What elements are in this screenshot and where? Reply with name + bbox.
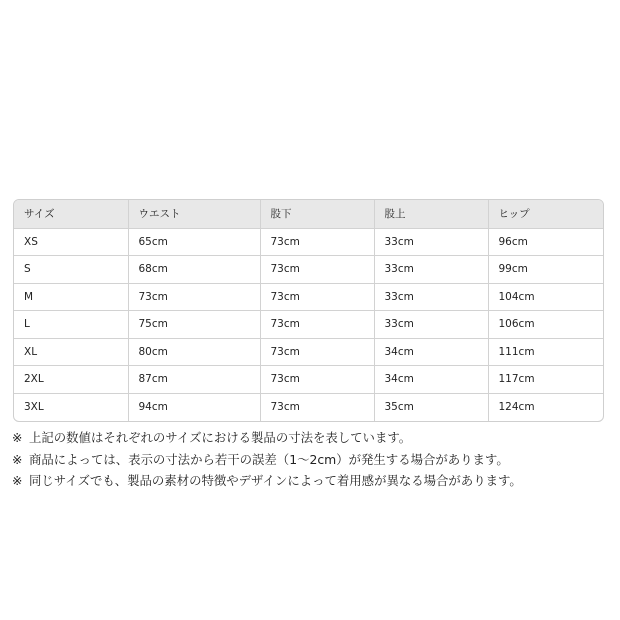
size-notes (12, 427, 612, 492)
table-row (14, 283, 604, 311)
table-row (14, 393, 604, 421)
cell-hip: 96cm (488, 228, 604, 256)
cell-waist: 68cm (128, 256, 260, 284)
table-row (14, 311, 604, 339)
cell-size: S (14, 256, 128, 284)
note-text: 上記の数値はそれぞれのサイズにおける製品の寸法を表しています。 (29, 430, 412, 445)
header-inseam: 股下 (260, 200, 374, 228)
cell-size: XL (14, 338, 128, 366)
note-item (12, 449, 612, 471)
cell-size: L (14, 311, 128, 339)
note-mark: ※ (12, 430, 23, 445)
note-item (12, 427, 612, 449)
cell-rise: 35cm (374, 393, 488, 421)
cell-waist: 65cm (128, 228, 260, 256)
cell-size: M (14, 283, 128, 311)
cell-waist: 87cm (128, 366, 260, 394)
table-row (14, 338, 604, 366)
header-size: サイズ (14, 200, 128, 228)
cell-inseam: 73cm (260, 311, 374, 339)
cell-waist: 80cm (128, 338, 260, 366)
note-item (12, 470, 612, 492)
cell-rise: 34cm (374, 366, 488, 394)
note-mark: ※ (12, 473, 23, 488)
cell-size: XS (14, 228, 128, 256)
cell-hip: 106cm (488, 311, 604, 339)
note-text: 同じサイズでも、製品の素材の特徴やデザインによって着用感が異なる場合があります。 (29, 473, 522, 488)
cell-inseam: 73cm (260, 228, 374, 256)
cell-waist: 73cm (128, 283, 260, 311)
cell-rise: 34cm (374, 338, 488, 366)
cell-inseam: 73cm (260, 338, 374, 366)
table-row (14, 228, 604, 256)
cell-hip: 111cm (488, 338, 604, 366)
cell-waist: 75cm (128, 311, 260, 339)
cell-hip: 117cm (488, 366, 604, 394)
header-hip: ヒップ (488, 200, 604, 228)
size-chart-table (13, 199, 604, 422)
size-table (14, 200, 604, 421)
cell-size: 2XL (14, 366, 128, 394)
note-text: 商品によっては、表示の寸法から若干の誤差（1～2cm）が発生する場合があります。 (29, 451, 509, 467)
cell-inseam: 73cm (260, 283, 374, 311)
cell-rise: 33cm (374, 228, 488, 256)
cell-rise: 33cm (374, 256, 488, 284)
table-row (14, 366, 604, 394)
header-rise: 股上 (374, 200, 488, 228)
cell-rise: 33cm (374, 311, 488, 339)
cell-inseam: 73cm (260, 366, 374, 394)
header-waist: ウエスト (128, 200, 260, 228)
table-header-row (14, 200, 604, 228)
cell-inseam: 73cm (260, 393, 374, 421)
cell-size: 3XL (14, 393, 128, 421)
cell-hip: 104cm (488, 283, 604, 311)
cell-hip: 124cm (498, 401, 535, 413)
note-mark: ※ (12, 451, 23, 467)
cell-waist: 94cm (128, 393, 260, 421)
table-row (14, 256, 604, 284)
cell-hip: 99cm (488, 256, 604, 284)
cell-rise: 33cm (374, 283, 488, 311)
cell-inseam: 73cm (260, 256, 374, 284)
